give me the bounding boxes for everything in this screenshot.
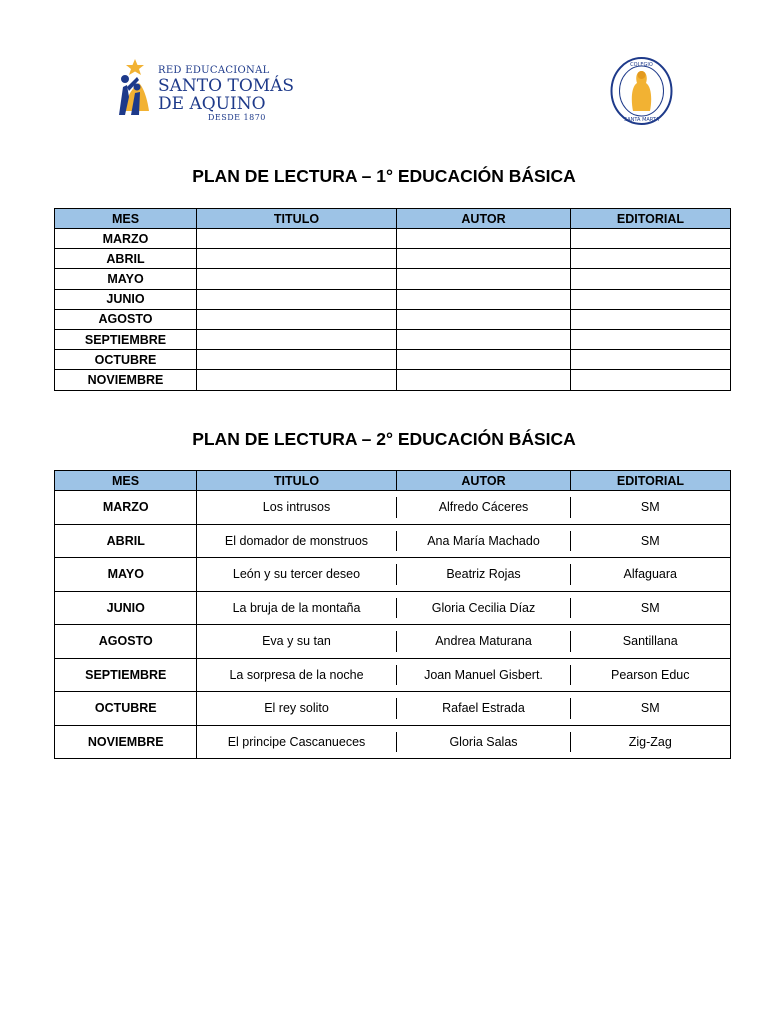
autor-label: Gloria Salas <box>449 734 518 749</box>
autor-cell <box>397 289 571 309</box>
titulo-cell <box>197 269 397 289</box>
logo-figures-icon <box>113 57 157 119</box>
header-autor: AUTOR <box>397 209 571 229</box>
titulo-cell <box>197 249 397 269</box>
logo-santa-marta-seal <box>610 57 673 125</box>
mes-cell: MAYO <box>55 269 197 289</box>
autor-cell <box>397 249 571 269</box>
editorial-label: Zig-Zag <box>628 734 672 749</box>
table-row <box>55 725 731 759</box>
logo-line-1: RED EDUCACIONAL <box>158 65 270 76</box>
editorial-label: Santillana <box>622 634 678 649</box>
titulo-cell <box>197 350 397 370</box>
autor-cell <box>397 309 571 329</box>
autor-label: Andrea Maturana <box>435 634 532 649</box>
autor-cell <box>397 524 571 558</box>
mes-label: MAYO <box>107 567 144 582</box>
titulo-cell <box>197 289 397 309</box>
titulo-label: Los intrusos <box>262 500 331 515</box>
autor-cell <box>397 558 571 592</box>
logo-line-4: DESDE 1870 <box>208 113 266 122</box>
editorial-cell <box>571 370 731 390</box>
mes-label: JUNIO <box>106 600 145 615</box>
autor-cell <box>397 229 571 249</box>
seal-icon <box>610 57 673 125</box>
titulo-cell <box>197 558 397 592</box>
autor-cell <box>397 329 571 349</box>
titulo-label: El rey solito <box>264 701 329 716</box>
table-row <box>55 249 731 269</box>
editorial-cell <box>571 725 731 759</box>
mes-cell <box>55 625 197 659</box>
table-row <box>55 658 731 692</box>
table-header-row <box>55 209 731 229</box>
titulo-cell <box>197 309 397 329</box>
mes-cell <box>55 658 197 692</box>
mes-cell <box>55 558 197 592</box>
mes-label: AGOSTO <box>98 634 153 649</box>
editorial-label: SM <box>640 600 660 615</box>
mes-cell: SEPTIEMBRE <box>55 329 197 349</box>
titulo-label: Eva y su tan <box>262 634 331 649</box>
header-mes: MES <box>55 209 197 229</box>
autor-cell <box>397 625 571 659</box>
editorial-label: Alfaguara <box>623 567 677 582</box>
plan-1-table <box>54 208 731 391</box>
plan-2-title: PLAN DE LECTURA – 2° EDUCACIÓN BÁSICA <box>192 429 576 449</box>
mes-cell <box>55 591 197 625</box>
editorial-cell <box>571 491 731 525</box>
titulo-cell <box>197 692 397 726</box>
table-row <box>55 229 731 249</box>
table-row <box>55 370 731 390</box>
table-row <box>55 269 731 289</box>
editorial-label: Pearson Educ <box>610 667 690 682</box>
header-mes: MES <box>55 471 197 491</box>
svg-text:SANTA MARTA: SANTA MARTA <box>623 117 660 123</box>
table-header-row <box>55 471 731 491</box>
mes-cell <box>55 725 197 759</box>
editorial-cell <box>571 329 731 349</box>
editorial-label: SM <box>640 701 660 716</box>
autor-cell <box>397 491 571 525</box>
titulo-label: León y su tercer deseo <box>232 567 361 582</box>
table-row <box>55 524 731 558</box>
autor-cell <box>397 658 571 692</box>
titulo-cell <box>197 524 397 558</box>
titulo-cell <box>197 491 397 525</box>
table-row <box>55 625 731 659</box>
autor-label: Alfredo Cáceres <box>438 500 529 515</box>
autor-label: Gloria Cecilia Díaz <box>431 600 536 615</box>
titulo-label: La sorpresa de la noche <box>229 667 364 682</box>
editorial-cell <box>571 350 731 370</box>
editorial-cell <box>571 558 731 592</box>
logo-santo-tomas <box>113 55 295 123</box>
titulo-cell <box>197 229 397 249</box>
table-row <box>55 591 731 625</box>
mes-cell: ABRIL <box>55 249 197 269</box>
editorial-cell <box>571 289 731 309</box>
autor-cell <box>397 370 571 390</box>
logo-line-3: DE AQUINO <box>158 94 266 114</box>
plan-2-table <box>54 470 731 759</box>
editorial-cell <box>571 229 731 249</box>
titulo-label: El principe Cascanueces <box>227 734 366 749</box>
mes-label: OCTUBRE <box>94 701 157 716</box>
table-row <box>55 558 731 592</box>
editorial-cell <box>571 249 731 269</box>
editorial-label: SM <box>640 533 660 548</box>
autor-label: Beatriz Rojas <box>446 567 521 582</box>
titulo-cell <box>197 591 397 625</box>
mes-label: ABRIL <box>106 533 145 548</box>
mes-label: MARZO <box>102 500 149 515</box>
titulo-cell <box>197 370 397 390</box>
table-row <box>55 491 731 525</box>
table-row <box>55 692 731 726</box>
mes-cell: NOVIEMBRE <box>55 370 197 390</box>
mes-cell: JUNIO <box>55 289 197 309</box>
autor-cell <box>397 269 571 289</box>
header-titulo: TITULO <box>197 471 397 491</box>
logo-line-2: SANTO TOMÁS <box>158 76 295 96</box>
editorial-cell <box>571 658 731 692</box>
mes-cell: MARZO <box>55 229 197 249</box>
mes-label: SEPTIEMBRE <box>85 667 167 682</box>
svg-text:COLEGIO: COLEGIO <box>630 62 653 68</box>
header-editorial: EDITORIAL <box>571 209 731 229</box>
table-row <box>55 329 731 349</box>
mes-cell <box>55 491 197 525</box>
titulo-label: El domador de monstruos <box>224 533 369 548</box>
editorial-cell <box>571 625 731 659</box>
editorial-cell <box>571 692 731 726</box>
editorial-cell <box>571 591 731 625</box>
table-row <box>55 350 731 370</box>
editorial-cell <box>571 524 731 558</box>
plan-1-title: PLAN DE LECTURA – 1° EDUCACIÓN BÁSICA <box>192 166 576 186</box>
mes-cell: AGOSTO <box>55 309 197 329</box>
table-row <box>55 309 731 329</box>
autor-label: Joan Manuel Gisbert. <box>424 667 543 682</box>
mes-label: NOVIEMBRE <box>87 734 164 749</box>
header-autor: AUTOR <box>397 471 571 491</box>
header-titulo: TITULO <box>197 209 397 229</box>
titulo-cell <box>197 658 397 692</box>
mes-cell <box>55 692 197 726</box>
editorial-cell <box>571 269 731 289</box>
autor-label: Ana María Machado <box>427 533 540 548</box>
autor-cell <box>397 350 571 370</box>
titulo-cell <box>197 725 397 759</box>
mes-cell: OCTUBRE <box>55 350 197 370</box>
header-editorial: EDITORIAL <box>571 471 731 491</box>
mes-cell <box>55 524 197 558</box>
titulo-cell <box>197 625 397 659</box>
editorial-label: SM <box>640 500 660 515</box>
autor-label: Rafael Estrada <box>442 701 525 716</box>
autor-cell <box>397 692 571 726</box>
autor-cell <box>397 591 571 625</box>
editorial-cell <box>571 309 731 329</box>
autor-cell <box>397 725 571 759</box>
titulo-cell <box>197 329 397 349</box>
table-row <box>55 289 731 309</box>
titulo-label: La bruja de la montaña <box>232 600 361 615</box>
